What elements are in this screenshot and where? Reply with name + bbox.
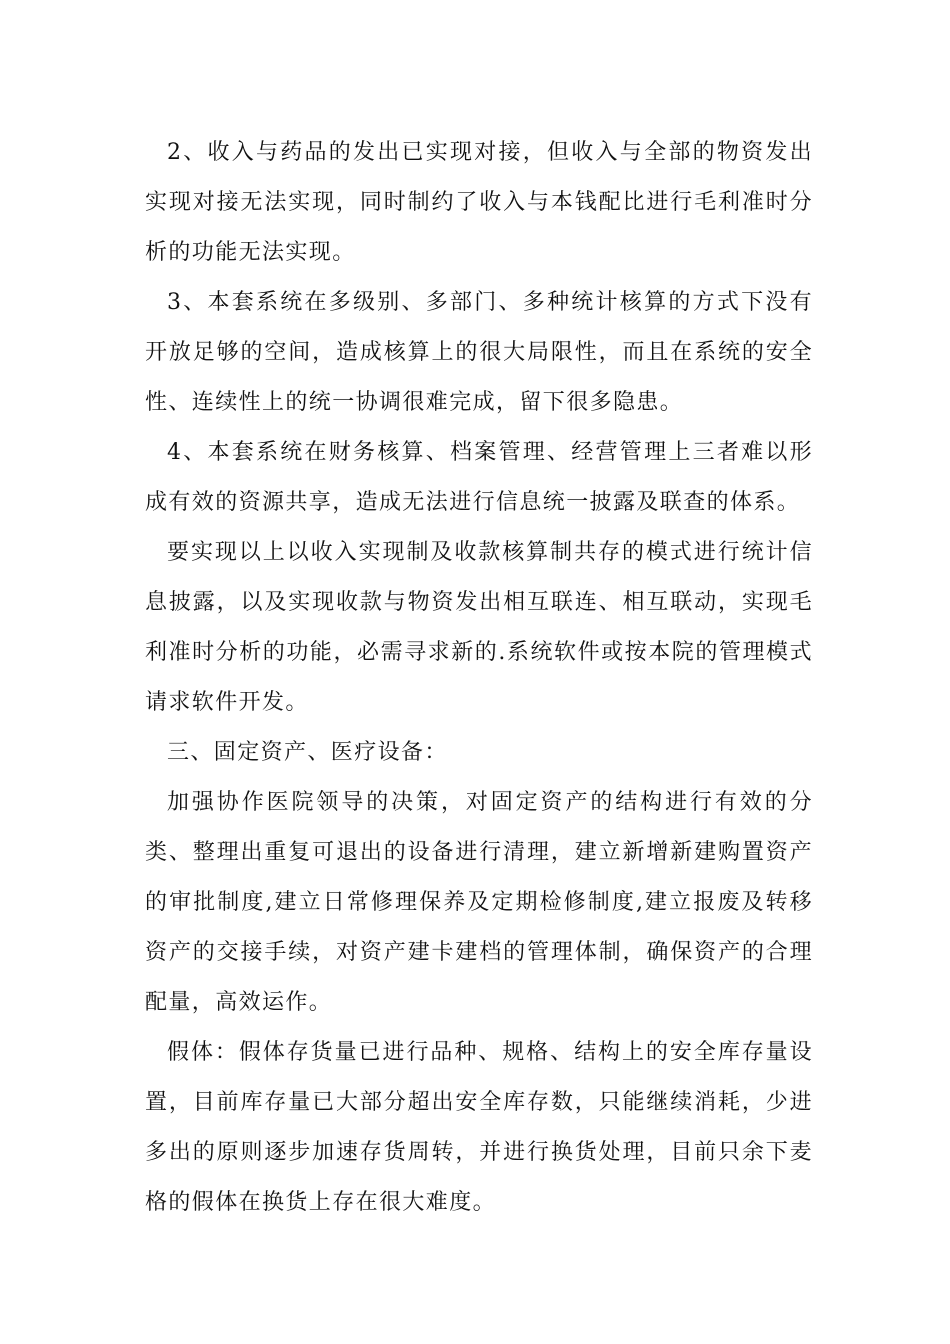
paragraph-issue-3: 3、本套系统在多级别、多部门、多种统计核算的方式下没有开放足够的空间，造成核算上的很大局限性，而且在系统的安全性、连续性上的统一协调很难完成，留下很多隐患。 bbox=[145, 290, 813, 415]
paragraph-solution: 要实现以上以收入实现制及收款核算制共存的模式进行统计信息披露，以及实现收款与物资发出相互联连、相互联动，实现毛利准时分析的功能，必需寻求新的.系统软件或按本院的管理模式请求软件开发。 bbox=[145, 540, 813, 715]
paragraph-prosthesis: 假体：假体存货量已进行品种、规格、结构上的安全库存量设置，目前库存量已大部分超出安全库存数，只能继续消耗，少进多出的原则逐步加速存货周转，并进行换货处理，目前只余下麦格的假体在换货上存在很大难度。 bbox=[145, 1040, 813, 1215]
paragraph-issue-2: 2、收入与药品的发出已实现对接，但收入与全部的物资发出实现对接无法实现，同时制约了收入与本钱配比进行毛利准时分析的功能无法实现。 bbox=[145, 140, 813, 265]
paragraph-fixed-assets: 加强协作医院领导的决策，对固定资产的结构进行有效的分类、整理出重复可退出的设备进行清理，建立新增新建购置资产的审批制度,建立日常修理保养及定期检修制度,建立报废及转移资产的交接手续，对资产建卡建档的管理体制，确保资产的合理配量，高效运作。 bbox=[145, 790, 813, 1015]
document-body bbox=[145, 128, 813, 1228]
section-heading-fixed-assets: 三、固定资产、医疗设备： bbox=[167, 740, 448, 765]
paragraph-issue-4: 4、本套系统在财务核算、档案管理、经营管理上三者难以形成有效的资源共享，造成无法进行信息统一披露及联查的体系。 bbox=[145, 440, 813, 515]
